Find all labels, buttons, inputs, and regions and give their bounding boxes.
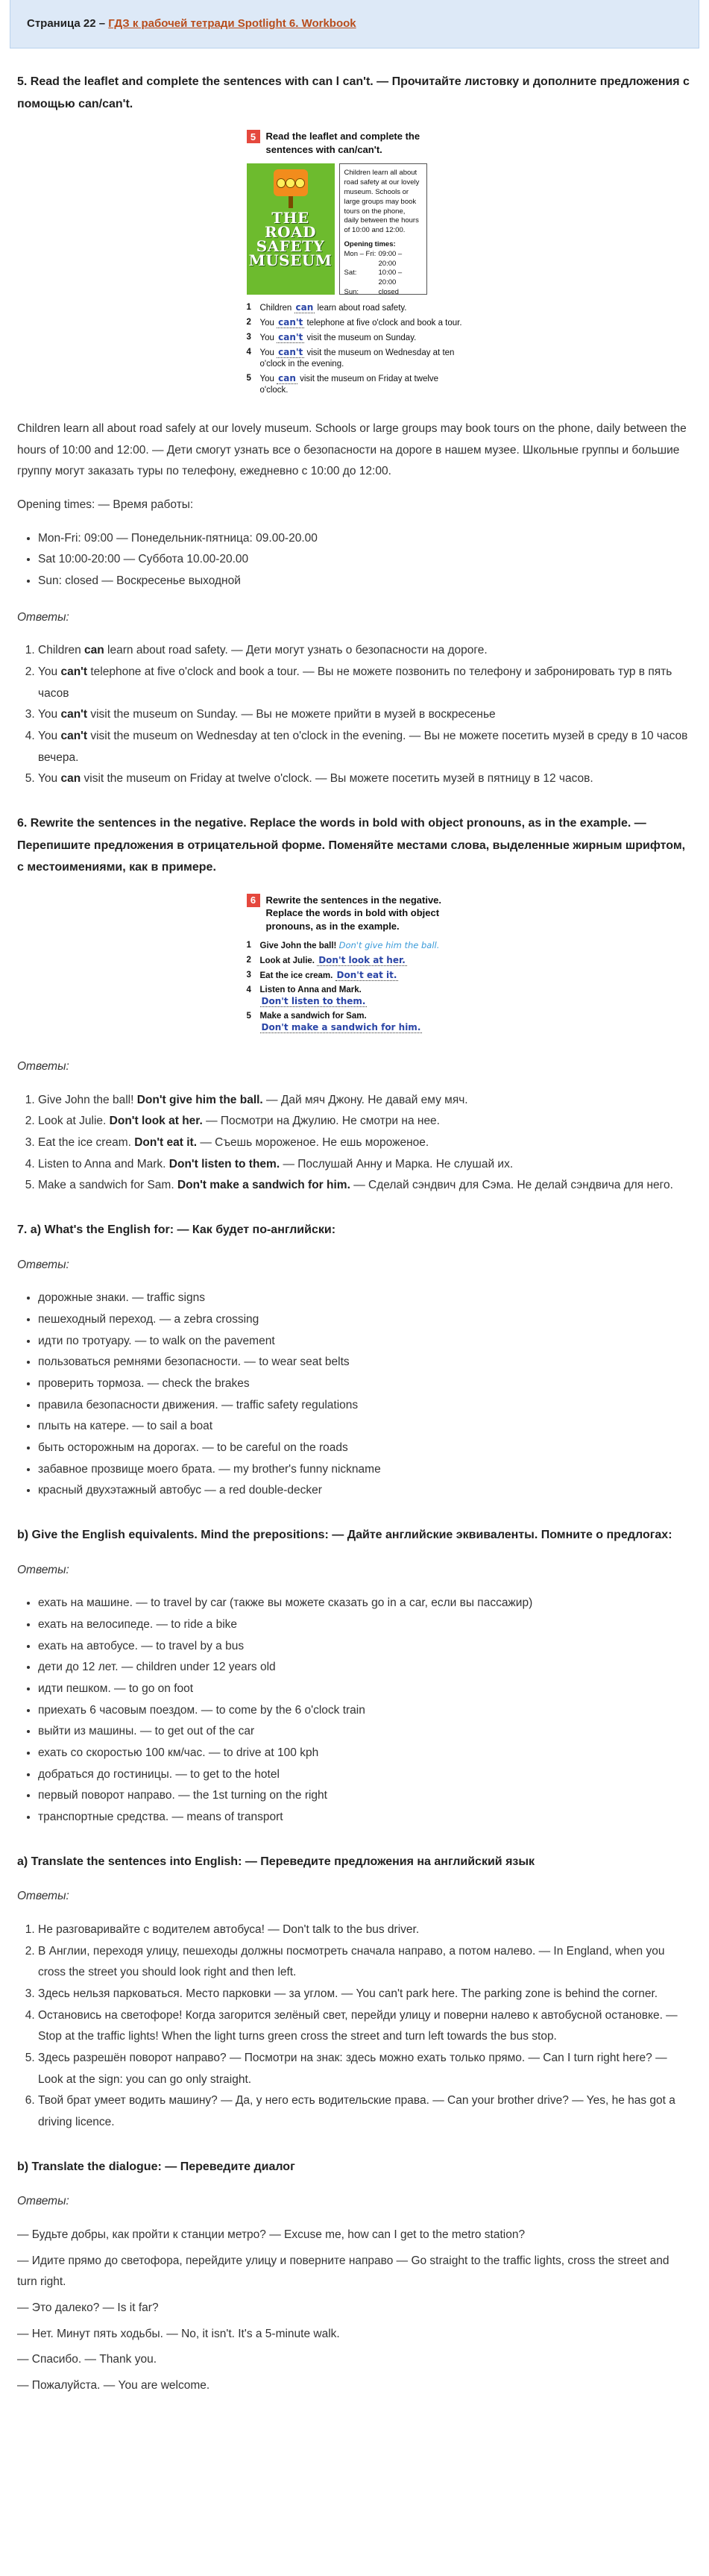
list-item: • ехать со скоростью 100 км/час. — to drive at 100 kph [38, 1743, 692, 1764]
list-item: 3. Здесь нельзя парковаться. Место парковки — за углом. — You can't park here. The parking zone is behind the corner. [38, 1984, 692, 2005]
list-item: • первый поворот направо. — the 1st turning on the right [38, 1785, 692, 1807]
list-item: • идти по тротуару. — to walk on the pavement [38, 1331, 692, 1353]
dialogue-line: — Идите прямо до светофора, перейдите улицу и поверните направо — Go straight to the traffic lights, cross the street and turn right. [17, 2254, 669, 2289]
ex7a-answers-label: Ответы: [17, 1258, 69, 1271]
ex8a-heading: a) Translate the sentences into English: — Переведите предложения на английский язык [17, 1855, 535, 1868]
ex6-line: 1 Give John the ball! Don't give him the ball. [246, 940, 440, 951]
answer-item: 4. Listen to Anna and Mark. Don't listen to them. — Послушай Анну и Марка. Не слушай их. [38, 1154, 692, 1176]
ex8a-list [17, 1920, 692, 2134]
list-item: • приехать 6 часовым поездом. — to come by the 6 o'clock train [38, 1700, 692, 1722]
ex6-answers [17, 1090, 692, 1197]
list-item: • дорожные знаки. — traffic signs [38, 1288, 692, 1309]
ex5-card [247, 130, 463, 399]
ex5-opening: Opening times: — Время работы: [17, 498, 194, 511]
leaflet-text: Children learn all about road safety at our lovely museum. Schools or large groups may book tours on the phone, daily between the hours of 10:00 and 12:00. [344, 169, 420, 235]
ex6-heading: 6. Rewrite the sentences in the negative. Replace the words in bold with object pronouns, as in the example. — Перепишите предложения в отрицательной форме. Поменяйте местами слова, выделенные жирным шрифтом, с местоимениями, как в примере. [17, 816, 686, 874]
ex6-line: 4 Listen to Anna and Mark. Don't listen to them. [246, 985, 366, 1007]
list-item: • забавное прозвище моего брата. — my brother's funny nickname [38, 1459, 692, 1481]
page [10, 0, 699, 2416]
page-label: Страница 22 [27, 17, 96, 30]
dialogue-line: — Спасибо. — Thank you. [17, 2353, 157, 2366]
leaflet [247, 163, 463, 295]
ex7b-list [17, 1593, 692, 1828]
ex6-card [247, 894, 463, 1037]
ex5-figure [10, 130, 699, 399]
answer-item: 3. Eat the ice cream. Don't eat it. — Съешь мороженое. Не ешь мороженое. [38, 1132, 692, 1154]
list-item: • ехать на велосипеде. — to ride a bike [38, 1614, 692, 1636]
traffic-light-icon [274, 169, 308, 196]
ex6-line: 2 Look at Julie. Don't look at her. [246, 955, 406, 966]
ex5-badge: 5 [247, 130, 260, 143]
ex5-translation: Children learn all about road safely at our lovely museum. Schools or large groups may book tours on the phone, daily between the hours of 10:00 and 12:00. — Дети смогут узнать все о безопасности на дороге в нашем музее. Школьные группы и большие группу могут заказать туры по телефону, ежедневно с 10:00 до 12:00. [17, 422, 687, 478]
list-item: • красный двухэтажный автобус — a red double-decker [38, 1480, 692, 1502]
dialogue-line: — Будьте добры, как пройти к станции метро? — Excuse me, how can I get to the metro station? [17, 2228, 526, 2241]
workbook-link[interactable]: ГДЗ к рабочей тетради Spotlight 6. Workbook [108, 17, 356, 30]
list-item: • транспортные средства. — means of transport [38, 1807, 692, 1828]
dialogue-line: — Это далеко? — Is it far? [17, 2301, 159, 2314]
list-item: • добраться до гостиницы. — to get to the hotel [38, 1764, 692, 1786]
ex5-line: 2 You can't telephone at five o'clock and book a tour. [246, 317, 462, 328]
list-item: 5. Здесь разрешён поворот направо? — Посмотри на знак: здесь можно ехать только прямо. — Can I turn right here? — Look at the sign: you can go only straight. [38, 2048, 692, 2090]
ex5-line: 1 Children can learn about road safety. [246, 302, 407, 313]
ex8a-answers-label: Ответы: [17, 1890, 69, 1903]
list-item: • выйти из машины. — to get out of the car [38, 1721, 692, 1743]
answer-item: 2. Look at Julie. Don't look at her. — Посмотри на Джулию. Не смотри на нее. [38, 1111, 692, 1132]
list-item: • Sun: closed — Воскресенье выходной [38, 571, 692, 592]
ex6-answers-label: Ответы: [17, 1059, 69, 1073]
ex6-line: 3 Eat the ice cream. Don't eat it. [246, 970, 397, 981]
list-item: 4. Остановись на светофоре! Когда загорится зелёный свет, перейди улицу и поверни налево к автобусной остановке. — Stop at the traffic lights! When the light turns green cross the street and turn left towards the bus stop. [38, 2005, 692, 2048]
answer-item: 5. Make a sandwich for Sam. Don't make a sandwich for him. — Сделай сэндвич для Сэма. Не делай сэндвича для него. [38, 1175, 692, 1197]
ex5-line: 5 You can visit the museum on Friday at twelve o'clock. [246, 372, 439, 395]
answer-item: 4. You can't visit the museum on Wednesday at ten o'clock in the evening. — Вы не можете посетить музей в среду в 10 часов вечера. [38, 726, 692, 768]
list-item: • пользоваться ремнями безопасности. — to wear seat belts [38, 1352, 692, 1373]
ex6-line: 5 Make a sandwich for Sam. Don't make a sandwich for him. [246, 1012, 421, 1032]
ex6-figure [10, 894, 699, 1037]
list-item: • быть осторожным на дорогах. — to be careful on the roads [38, 1438, 692, 1459]
list-item: 2. В Англии, переходя улицу, пешеходы должны посмотреть сначала направо, а потом налево. — In England, when you cross the street you should look right and then left. [38, 1941, 692, 1984]
ex5-lines [247, 302, 463, 396]
museum-poster [247, 163, 335, 295]
ex6-badge: 6 [247, 894, 260, 907]
ex5-times-list [17, 528, 692, 592]
opening-times: Mon – Fri: 09:00 – 20:00 Sat: 10:00 – 20:00 Sun: closed [344, 249, 403, 297]
ex5-answers-label: Ответы: [17, 610, 69, 624]
ex7a-heading: 7. a) What's the English for: — Как будет по-английски: [17, 1223, 336, 1236]
list-item: • идти пешком. — to go on foot [38, 1679, 692, 1700]
list-item: • проверить тормоза. — check the brakes [38, 1373, 692, 1395]
answer-item: 2. You can't telephone at five o'clock and book a tour. — Вы не можете позвонить по телефону и забронировать тур в пять часов [38, 662, 692, 704]
answer-item: 5. You can visit the museum on Friday at twelve o'clock. — Вы можете посетить музей в пятницу в 12 часов. [38, 768, 692, 790]
ex5-answers [17, 640, 692, 790]
dialogue-line: — Пожалуйста. — You are welcome. [17, 2378, 210, 2392]
ex5-line: 4 You can't visit the museum on Wednesday at ten o'clock in the evening. [246, 347, 455, 369]
list-item: • ехать на автобусе. — to travel by a bus [38, 1636, 692, 1658]
ex5-instruction: Read the leaflet and complete the sentences with can/can't. [265, 131, 420, 155]
answer-item: 3. You can't visit the museum on Sunday. — Вы не можете прийти в музей в воскресенье [38, 704, 692, 726]
list-item: • пешеходный переход. — a zebra crossing [38, 1309, 692, 1331]
list-item: • дети до 12 лет. — children under 12 years old [38, 1657, 692, 1679]
ex5-line: 3 You can't visit the museum on Sunday. [246, 332, 417, 343]
opening-label: Opening times: [344, 239, 396, 248]
list-item: • ехать на машине. — to travel by car (также вы можете сказать go in a car, если вы пассажир) [38, 1593, 692, 1614]
list-item: 6. Твой брат умеет водить машину? — Да, у него есть водительские права. — Can your brother drive? — Yes, he has got a driving licence. [38, 2090, 692, 2133]
list-item: • плыть на катере. — to sail a boat [38, 1416, 692, 1438]
list-item: • правила безопасности движения. — traffic safety regulations [38, 1395, 692, 1417]
ex8b-heading: b) Translate the dialogue: — Переведите диалог [17, 2160, 295, 2173]
list-item: 1. Не разговаривайте с водителем автобуса! — Don't talk to the bus driver. [38, 1920, 692, 1941]
ex8b-answers-label: Ответы: [17, 2195, 69, 2208]
list-item: • Sat 10:00-20:00 — Суббота 10.00-20.00 [38, 549, 692, 571]
ex7a-list [17, 1288, 692, 1502]
breadcrumb-dash: – [95, 17, 109, 30]
ex5-heading: 5. Read the leaflet and complete the sentences with can l can't. — Прочитайте листовку и дополните предложения с помощью can/can't. [17, 75, 690, 110]
dialogue-line: — Нет. Минут пять ходьбы. — No, it isn't. It's a 5-minute walk. [17, 2327, 340, 2340]
list-item: • Mon-Fri: 09:00 — Понедельник-пятница: 09.00-20.00 [38, 528, 692, 550]
answer-item: 1. Give John the ball! Don't give him the ball. — Дай мяч Джону. Не давай ему мяч. [38, 1090, 692, 1112]
leaflet-info [339, 163, 427, 295]
ex6-instruction: Rewrite the sentences in the negative. Replace the words in bold with object pronouns, as in the example. [265, 894, 442, 932]
breadcrumb [10, 0, 699, 48]
answer-item: 1. Children can learn about road safety. — Дети могут узнать о безопасности на дороге. [38, 640, 692, 662]
ex7b-answers-label: Ответы: [17, 1563, 69, 1576]
poster-title: THE ROAD SAFETY MUSEUM [248, 209, 333, 270]
ex7b-heading: b) Give the English equivalents. Mind the prepositions: — Дайте английские эквиваленты. Помните о предлогах: [17, 1528, 672, 1541]
